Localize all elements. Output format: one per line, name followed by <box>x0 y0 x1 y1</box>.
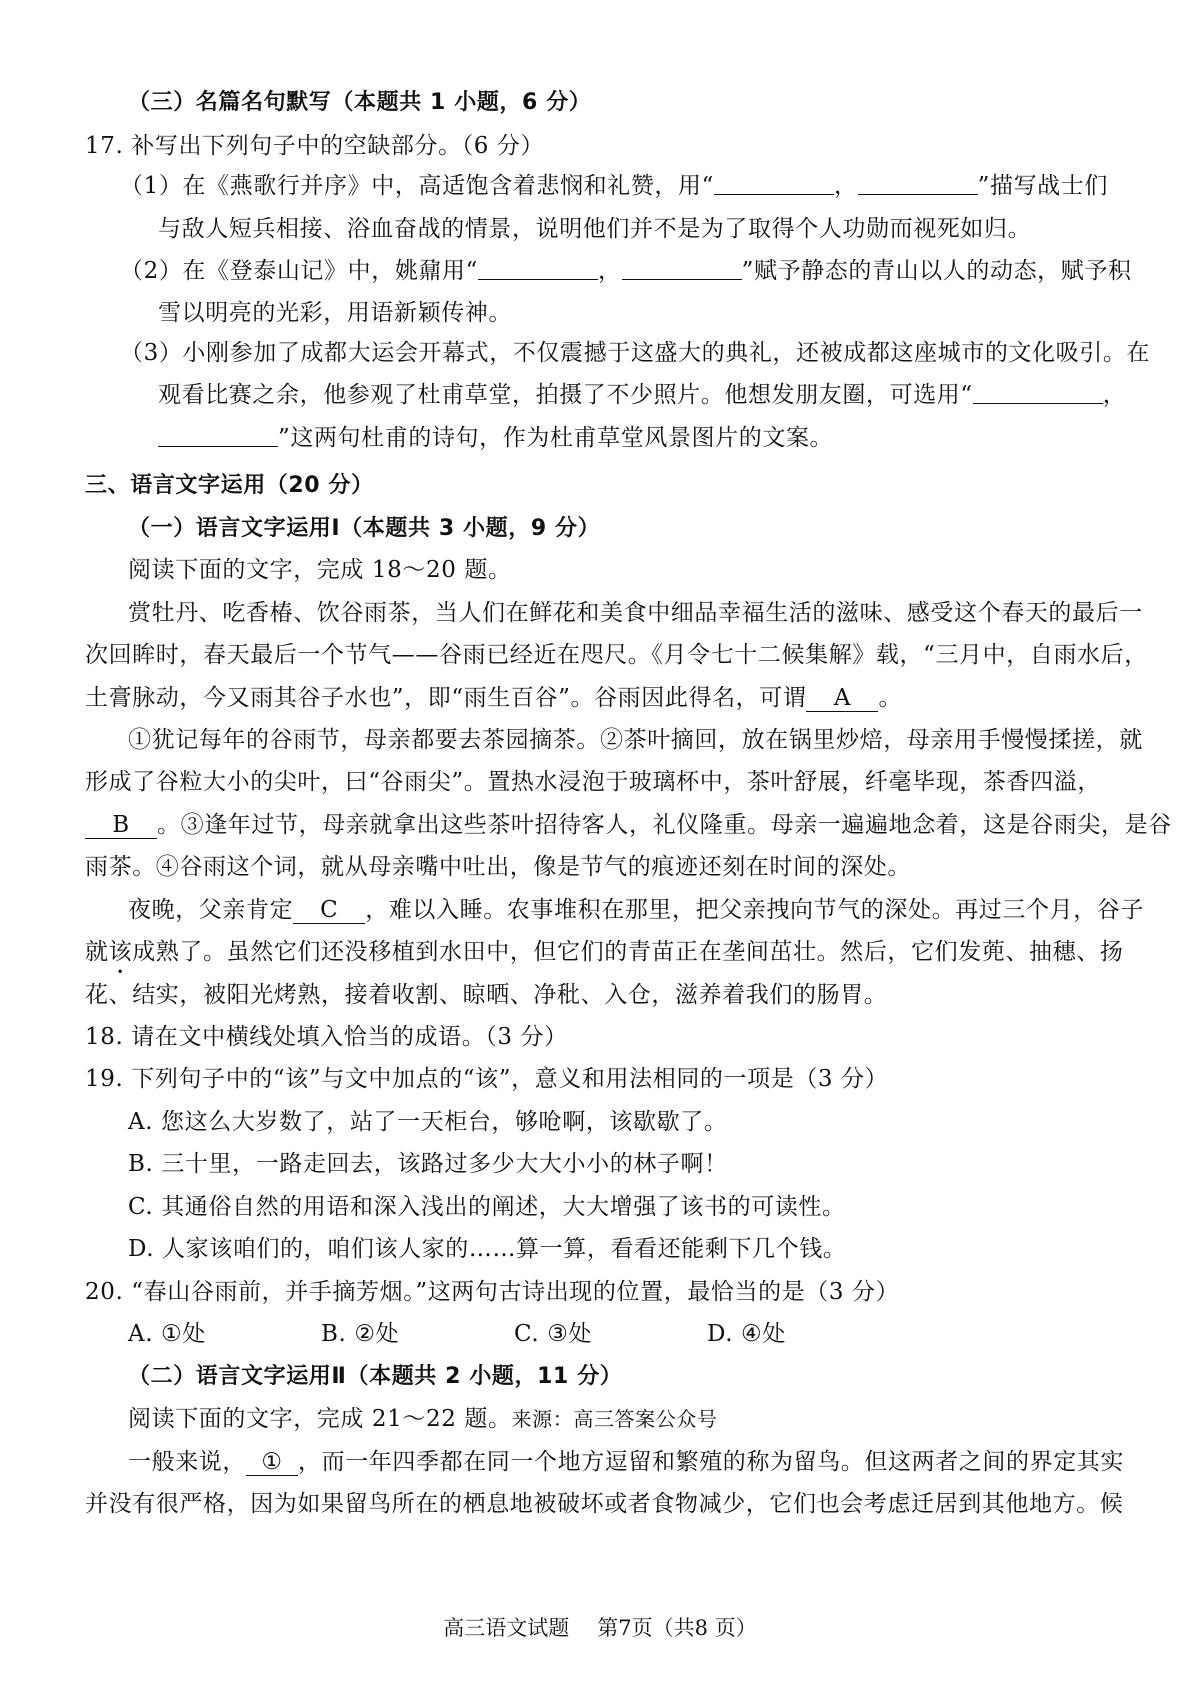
dotted-word-gai: 该 <box>108 939 133 965</box>
part-3-header: 三、语言文字运用（20 分） <box>85 473 374 498</box>
question-19-option-c[interactable]: C. 其通俗自然的用语和深入浅出的阐述，大大增强了该书的可读性。 <box>128 1194 846 1220</box>
q17-2-blank-1[interactable] <box>478 257 598 280</box>
blank-b[interactable]: B <box>85 812 157 839</box>
question-17-stem: 17. 补写出下列句子中的空缺部分。（6 分） <box>85 133 545 159</box>
source-note: 来源：高三答案公众号 <box>511 1407 718 1431</box>
passage-1-line-6-text: 。③逢年过节，母亲就拿出这些茶叶招待客人，礼仪隆重。母亲一遍遍地念着，这是谷雨尖，是谷 <box>157 812 1172 838</box>
q17-3-blank-2[interactable] <box>158 424 278 447</box>
footer-title: 高三语文试题 <box>443 1616 570 1640</box>
passage-2-line-1 <box>128 1447 1124 1477</box>
reading-instruction-2 <box>128 1404 718 1434</box>
passage-2-line-2: 并没有很严格，因为如果留鸟所在的栖息地被破坏或者食物减少，它们也会考虑迁居到其他地方。候 <box>85 1491 1124 1517</box>
passage-1-line-4: ①犹记每年的谷雨节，母亲都要去茶园摘茶。②茶叶摘回，放在锅里炒焙，母亲用手慢慢揉搓，就 <box>128 727 1143 753</box>
passage-1-line-8-text-b: ，难以入睡。农事堆积在那里，把父亲拽向节气的深处。再过三个月，谷子 <box>365 897 1145 923</box>
passage-1-line-7: 雨茶。④谷雨这个词，就从母亲嘴中吐出，像是节气的痕迹还刻在时间的深处。 <box>85 854 911 880</box>
q17-2-text-a: （2）在《登泰山记》中，姚鼐用“ <box>120 258 478 284</box>
question-17-part-2-line-2: 雪以明亮的光彩，用语新颖传神。 <box>158 300 512 326</box>
q17-2-text-b: ， <box>598 258 622 284</box>
q17-3-text-d: ”这两句杜甫的诗句，作为杜甫草堂风景图片的文案。 <box>278 425 834 451</box>
passage-2-line-1-text-b: ，而一年四季都在同一个地方逗留和繁殖的称为留鸟。但这两者之间的界定其实 <box>298 1449 1124 1475</box>
blank-a[interactable]: A <box>806 685 878 712</box>
question-19-option-a[interactable]: A. 您这么大岁数了，站了一天柜台，够呛啊，该歇歇了。 <box>128 1109 728 1135</box>
q17-1-blank-1[interactable] <box>714 172 834 195</box>
passage-1-line-1: 赏牡丹、吃香椿、饮谷雨茶，当人们在鲜花和美食中细品幸福生活的滋味、感受这个春天的最后一 <box>128 600 1143 626</box>
question-20-option-a[interactable]: A. ①处 <box>128 1321 206 1347</box>
question-17-part-3-line-1: （3）小刚参加了成都大运会开幕式，不仅震撼于这盛大的典礼，还被成都这座城市的文化吸引。在 <box>120 340 1151 366</box>
q17-1-text-c: ”描写战士们 <box>977 173 1108 199</box>
passage-1-line-8 <box>128 895 1144 925</box>
question-19-option-b[interactable]: B. 三十里，一路走回去，该路过多少大大小小的林子啊！ <box>128 1151 728 1177</box>
passage-1-line-3 <box>85 683 902 713</box>
passage-1-line-9-text-a: 就 <box>85 939 109 965</box>
q17-1-text-a: （1）在《燕歌行并序》中，高适饱含着悲悯和礼赞，用“ <box>120 173 714 199</box>
blank-c[interactable]: C <box>293 897 365 924</box>
reading-instruction-1: 阅读下面的文字，完成 18～20 题。 <box>128 557 512 583</box>
page-footer <box>0 1612 1200 1642</box>
section-3-3-header: （三）名篇名句默写（本题共 1 小题，6 分） <box>128 90 592 115</box>
question-20-option-d[interactable]: D. ④处 <box>707 1321 786 1347</box>
question-20-option-c[interactable]: C. ③处 <box>514 1321 593 1347</box>
question-20-option-b[interactable]: B. ②处 <box>321 1321 400 1347</box>
section-1-header: （一）语言文字运用Ⅰ（本题共 3 小题，9 分） <box>128 516 601 541</box>
passage-1-line-2: 次回眸时，春天最后一个节气——谷雨已经近在咫尺。《月令七十二候集解》载，“三月中，自雨水后， <box>85 642 1148 668</box>
q17-2-blank-2[interactable] <box>622 257 742 280</box>
passage-1-line-5: 形成了谷粒大小的尖叶，曰“谷雨尖”。置热水浸泡于玻璃杯中，茶叶舒展，纤毫毕现，茶香四溢， <box>85 769 1101 795</box>
passage-1-line-9 <box>85 937 1123 979</box>
q17-1-text-b: ， <box>834 173 858 199</box>
passage-1-line-8-text-a: 夜晚，父亲肯定 <box>128 897 294 923</box>
q17-1-blank-2[interactable] <box>858 172 978 195</box>
q17-3-blank-1[interactable] <box>973 381 1103 404</box>
passage-2-line-1-text-a: 一般来说， <box>128 1449 246 1475</box>
q17-3-text-c: ， <box>1102 382 1127 408</box>
question-17-part-3-line-3 <box>158 423 833 453</box>
question-19-stem: 19. 下列句子中的“该”与文中加点的“该”，意义和用法相同的一项是（3 分） <box>85 1066 889 1092</box>
question-20-stem: 20. “春山谷雨前，并手摘芳烟。”这两句古诗出现的位置，最恰当的是（3 分） <box>85 1279 900 1305</box>
reading-instruction-2-text: 阅读下面的文字，完成 21～22 题。 <box>128 1406 512 1432</box>
question-17-part-1-line-2: 与敌人短兵相接、浴血奋战的情景，说明他们并不是为了取得个人功勋而视死如归。 <box>158 216 1032 242</box>
passage-1-line-3-text: 土膏脉动，今又雨其谷子水也”，即“雨生百谷”。谷雨因此得名，可谓 <box>85 685 807 711</box>
question-18: 18. 请在文中横线处填入恰当的成语。（3 分） <box>85 1024 568 1050</box>
q17-2-text-c: ”赋予静态的青山以人的动态，赋予积 <box>741 258 1132 284</box>
passage-1-line-9-text-b: 成熟了。虽然它们还没移植到水田中，但它们的青苗正在垄间茁壮。然后，它们发蔸、抽穗、扬 <box>132 939 1124 965</box>
question-19-option-d[interactable]: D. 人家该咱们的，咱们该人家的……算一算，看看还能剩下几个钱。 <box>128 1236 847 1262</box>
section-2-header: （二）语言文字运用Ⅱ（本题共 2 小题，11 分） <box>128 1364 623 1389</box>
question-17-part-3-line-2 <box>158 380 1126 410</box>
question-17-part-2-line-1 <box>120 256 1132 286</box>
question-20-options <box>128 1319 900 1349</box>
question-17-part-1-line-1 <box>120 171 1108 201</box>
passage-1-line-3-end: 。 <box>878 685 903 711</box>
blank-1[interactable]: ① <box>246 1449 298 1476</box>
q17-3-text-b: 观看比赛之余，他参观了杜甫草堂，拍摄了不少照片。他想发朋友圈，可选用“ <box>158 382 973 408</box>
passage-1-line-6 <box>85 810 1172 840</box>
footer-page-number: 第7页（共8 页） <box>597 1616 757 1640</box>
passage-1-line-10: 花、结实，被阳光烤熟，接着收割、晾晒、净秕、入仓，滋养着我们的肠胃。 <box>85 982 888 1008</box>
